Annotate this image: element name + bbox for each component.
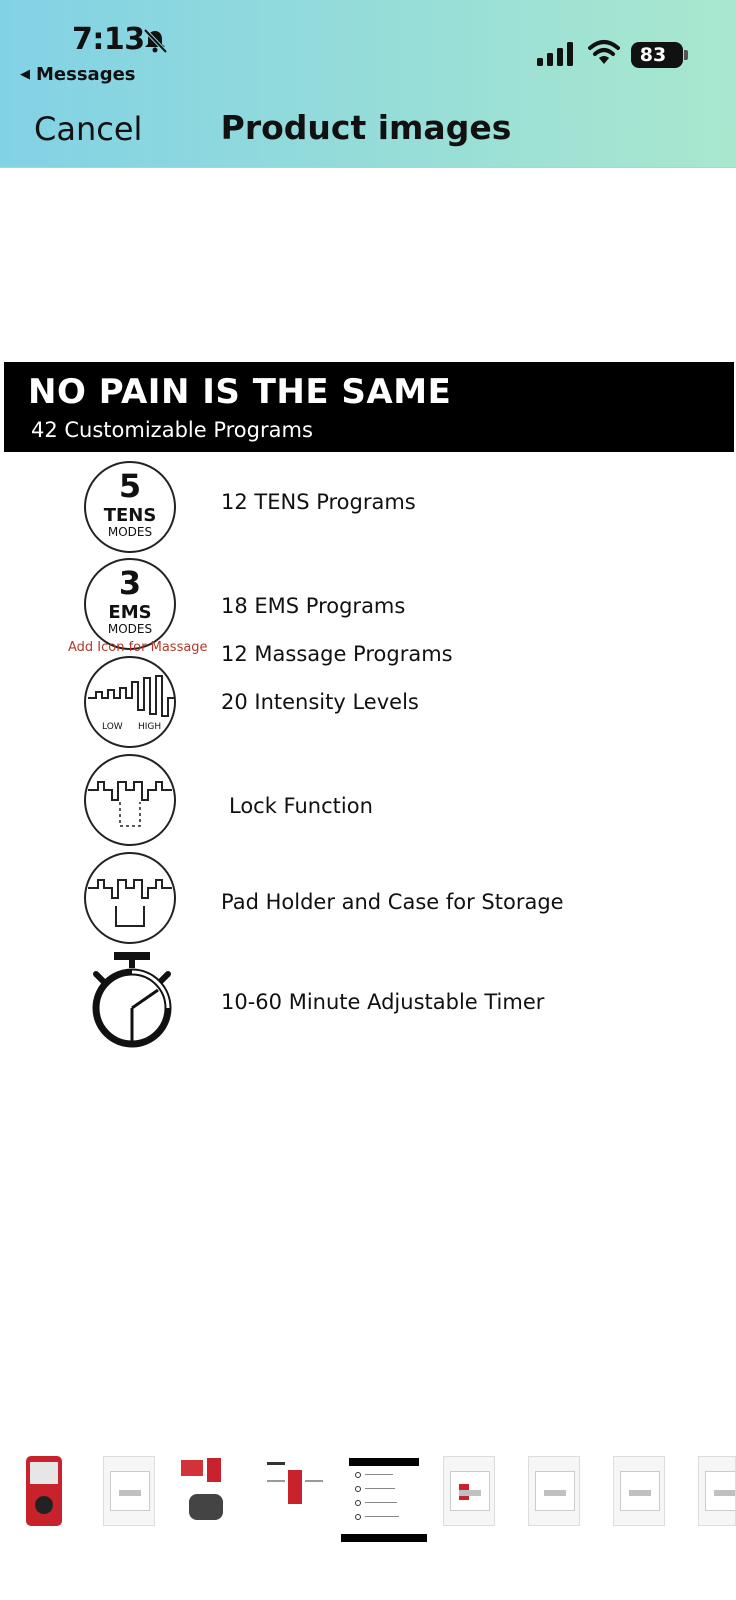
feature-massage-programs: 12 Massage Programs: [221, 642, 453, 666]
back-to-messages-link[interactable]: [20, 64, 136, 85]
feature-pad-holder: Pad Holder and Case for Storage: [221, 890, 564, 914]
image-banner: [4, 362, 734, 452]
stopwatch-icon: [84, 950, 180, 1050]
thumbnail-3[interactable]: [177, 1456, 233, 1526]
thumbnail-5-selected[interactable]: [349, 1456, 419, 1526]
feature-lock-function: Lock Function: [229, 794, 373, 818]
cellular-signal-icon: [537, 42, 575, 66]
feature-timer: 10-60 Minute Adjustable Timer: [221, 990, 545, 1014]
back-triangle-icon: ◀: [20, 67, 30, 82]
selected-thumbnail-indicator: [341, 1534, 427, 1542]
banner-title: NO PAIN IS THE SAME: [28, 372, 452, 412]
ems-modes-icon: 3 EMS MODES: [84, 558, 176, 650]
thumbnail-1[interactable]: [18, 1456, 70, 1526]
wifi-icon: [588, 38, 620, 66]
intensity-levels-icon: LOW HIGH: [84, 656, 176, 748]
annotation-note: Add Icon for Massage: [68, 640, 208, 655]
pad-holder-icon: [84, 852, 176, 944]
tens-modes-icon: 5 TENS MODES: [84, 461, 176, 553]
feature-ems-programs: 18 EMS Programs: [221, 594, 406, 618]
feature-tens-programs: 12 TENS Programs: [221, 490, 416, 514]
back-label: Messages: [36, 64, 136, 85]
status-time: 7:13: [72, 22, 145, 57]
feature-intensity-levels: 20 Intensity Levels: [221, 690, 419, 714]
page-title: Product images: [220, 108, 512, 147]
lock-function-icon: [84, 754, 176, 846]
bell-muted-icon: [142, 28, 168, 54]
banner-subtitle: 42 Customizable Programs: [31, 418, 313, 442]
thumbnail-6[interactable]: [443, 1456, 495, 1526]
thumbnail-7[interactable]: [528, 1456, 580, 1526]
battery-level: 83: [639, 44, 667, 66]
navigation-header: [0, 0, 736, 168]
cancel-button[interactable]: Cancel: [34, 110, 143, 148]
thumbnail-4[interactable]: [263, 1456, 327, 1526]
thumbnail-9[interactable]: [698, 1456, 736, 1526]
battery-indicator: [631, 42, 683, 68]
thumbnail-8[interactable]: [613, 1456, 665, 1526]
thumbnail-2[interactable]: [103, 1456, 155, 1526]
